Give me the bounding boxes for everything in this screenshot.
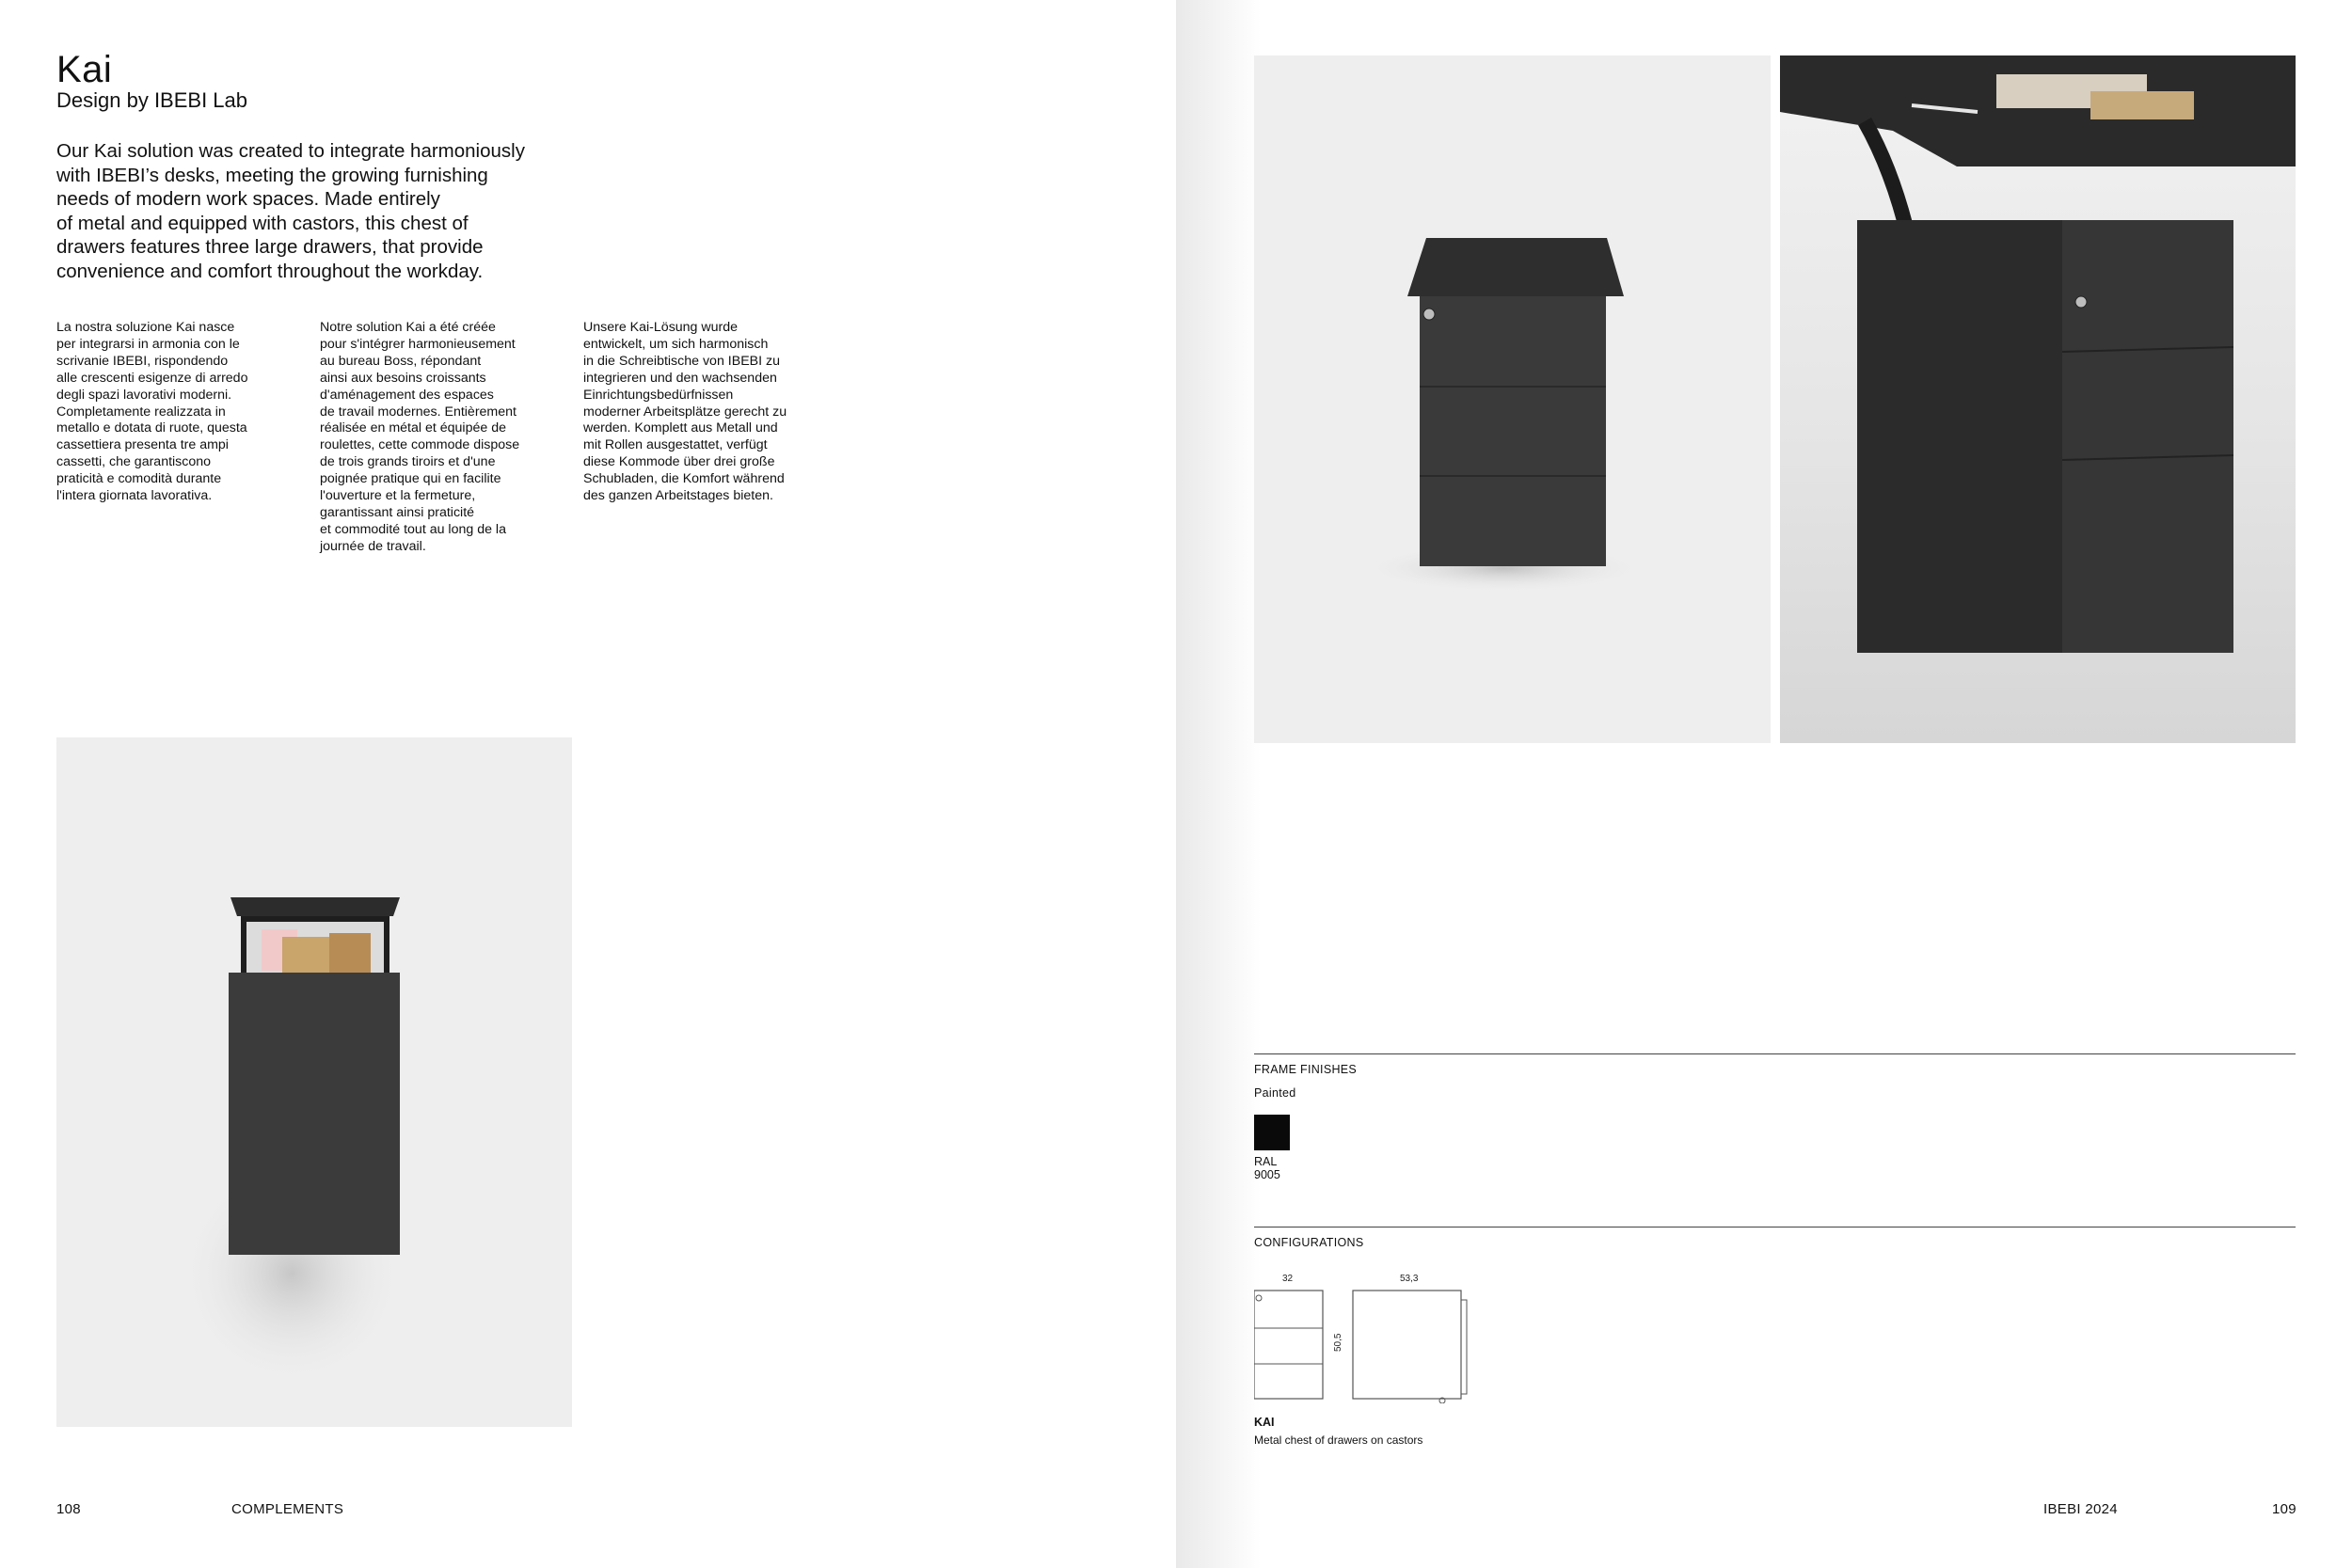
configuration-description: Metal chest of drawers on castors <box>1254 1433 1423 1447</box>
page-number-right: 109 <box>2272 1501 2296 1517</box>
text-column-italian: La nostra soluzione Kai nasce per integrarsi in armonia con le scrivanie IBEBI, rispondendo alle crescenti esigenze di arredo degli spazi lavorativi moderni. Completamente realizzata in metallo e dotata di ruote, questa cassettiera presenta tre ampi cassetti, che garantiscono praticità e comodità durante l'intera giornata lavorativa. <box>56 320 248 504</box>
configuration-name: KAI <box>1254 1416 1275 1429</box>
intro-paragraph-english: Our Kai solution was created to integrate harmoniously with IBEBI’s desks, meeting the growing furnishing needs of modern work spaces. Made entirely of metal and equipped with castors, this chest of drawers features three large drawers, that provide convenience and comfort throughout the workday. <box>56 140 525 282</box>
configuration-technical-drawing[interactable] <box>1254 1272 1470 1403</box>
desk-scene-illustration <box>1780 55 2296 743</box>
top-view-illustration <box>56 737 572 1427</box>
text-column-french: Notre solution Kai a été créée pour s'intégrer harmonieusement au bureau Boss, répondant ainsi aux besoins croissants d'aménagement des espaces de travail modernes. Entièrement réalisée en métal et équipée de roulettes, cette commode dispose de trois grands tiroirs et d'une poignée pratique qui en facilite l'ouverture et la fermeture, garantissant ainsi praticité et commodité tout au long de la journée de travail. <box>320 320 520 554</box>
depth-dimension: 32 <box>1282 1274 1294 1284</box>
product-photo-top-view <box>56 737 572 1427</box>
text-column-german: Unsere Kai-Lösung wurde entwickelt, um sich harmonisch in die Schreibtische von IBEBI zu integrieren und den wachsenden Einrichtungsbedürfnissen moderner Arbeitsplätze gerecht zu werden. Komplett aus Metall und mit Rollen ausgestattet, verfügt diese Kommode über drei große Schubladen, die Komfort während des ganzen Arbeitstages bieten. <box>583 320 787 504</box>
finish-type-label: Painted <box>1254 1086 1296 1100</box>
product-photo-with-desk <box>1780 55 2296 743</box>
product-photo-front-view <box>1254 55 1771 743</box>
height-dimension: 50,5 <box>1333 1333 1343 1352</box>
frame-finishes-heading: FRAME FINISHES <box>1254 1063 1358 1076</box>
catalog-brand: IBEBI 2024 <box>2043 1501 2118 1517</box>
color-swatch-black[interactable] <box>1254 1115 1290 1150</box>
page-number-left: 108 <box>56 1501 81 1517</box>
front-view-illustration <box>1254 55 1771 743</box>
finishes-divider <box>1254 1053 2296 1054</box>
section-title: COMPLEMENTS <box>231 1501 344 1517</box>
designer-credit: Design by IBEBI Lab <box>56 88 248 112</box>
ral-code-label: RAL 9005 <box>1254 1155 1280 1181</box>
configurations-heading: CONFIGURATIONS <box>1254 1236 1364 1249</box>
width-dimension: 53,3 <box>1400 1274 1419 1284</box>
page-title: Kai <box>56 49 113 90</box>
page-gutter-shadow <box>1176 0 1261 1568</box>
